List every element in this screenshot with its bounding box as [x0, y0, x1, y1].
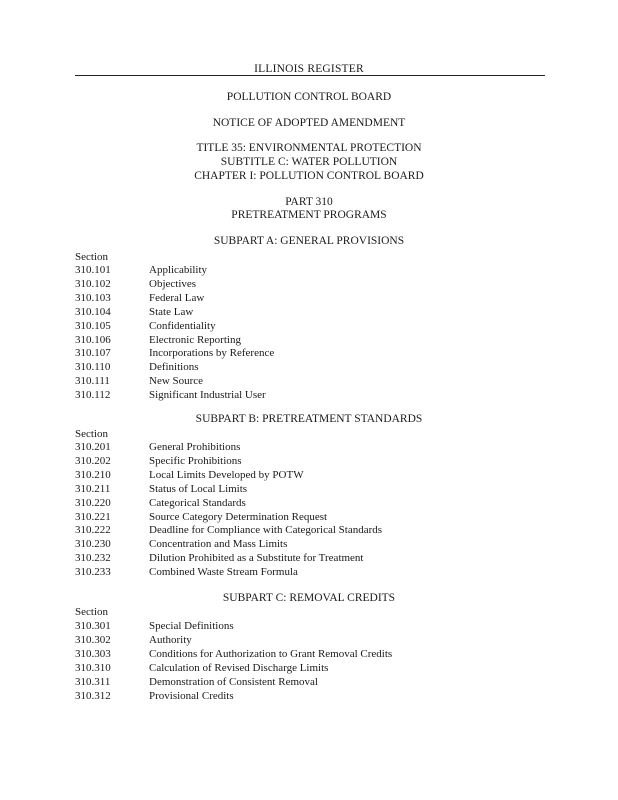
section-number: 310.232 [75, 552, 111, 565]
section-number: 310.301 [75, 620, 111, 632]
section-title: Incorporations by Reference [149, 347, 275, 360]
notice-title: NOTICE OF ADOPTED AMENDMENT [212, 117, 406, 129]
section-number: 310.111 [75, 375, 110, 388]
section-number: 310.310 [75, 661, 111, 674]
section-number: 310.102 [75, 277, 111, 290]
section-number: 310.220 [75, 496, 111, 509]
section-title: Concentration and Mass Limits [149, 538, 288, 551]
subpart-heading: SUBPART C: REMOVAL CREDITS [222, 592, 396, 604]
section-number: 310.210 [75, 468, 111, 481]
subtitle-line: SUBTITLE C: WATER POLLUTION [220, 156, 398, 168]
board-name: POLLUTION CONTROL BOARD [226, 91, 392, 103]
section-title: State Law [149, 305, 194, 318]
section-title: Definitions [149, 361, 199, 374]
section-title: Dilution Prohibited as a Substitute for Treatment [149, 552, 364, 565]
section-column-label: Section [75, 428, 108, 440]
section-title: New Source [149, 375, 204, 388]
section-title: Objectives [149, 277, 197, 290]
subpart-heading: SUBPART A: GENERAL PROVISIONS [213, 235, 405, 247]
section-number: 310.104 [75, 305, 111, 318]
section-number: 310.312 [75, 689, 111, 702]
chapter-line: CHAPTER I: POLLUTION CONTROL BOARD [194, 170, 424, 182]
section-number: 310.106 [75, 333, 111, 346]
part-name: PRETREATMENT PROGRAMS [231, 209, 387, 221]
part-number: PART 310 [285, 196, 333, 208]
section-number: 310.101 [75, 264, 111, 276]
section-title: Source Category Determination Request [149, 510, 328, 523]
header-rule [75, 75, 545, 76]
section-number: 310.211 [75, 482, 111, 495]
section-title: Significant Industrial User [149, 389, 266, 402]
title-line: TITLE 35: ENVIRONMENTAL PROTECTION [196, 142, 422, 154]
section-title: Calculation of Revised Discharge Limits [149, 661, 329, 674]
section-number: 310.233 [75, 566, 111, 579]
section-number: 310.107 [75, 347, 111, 360]
section-number: 310.222 [75, 524, 111, 537]
section-title: Special Definitions [149, 620, 234, 632]
section-number: 310.221 [75, 510, 111, 523]
section-title: Confidentiality [149, 319, 216, 332]
section-number: 310.302 [75, 633, 111, 646]
subpart-heading: SUBPART B: PRETREATMENT STANDARDS [195, 413, 423, 425]
section-number: 310.303 [75, 647, 111, 660]
section-title: Provisional Credits [149, 689, 234, 702]
section-number: 310.105 [75, 319, 111, 332]
section-title: Electronic Reporting [149, 333, 241, 346]
section-title: Specific Prohibitions [149, 454, 242, 467]
section-title: Federal Law [149, 291, 205, 304]
section-number: 310.230 [75, 538, 111, 551]
section-title: Deadline for Compliance with Categorical Standards [149, 524, 383, 537]
section-number: 310.110 [75, 361, 111, 374]
section-title: Categorical Standards [149, 496, 246, 509]
section-number: 310.112 [75, 389, 111, 402]
section-number: 310.103 [75, 291, 111, 304]
section-title: Status of Local Limits [149, 482, 248, 495]
section-column-label: Section [75, 606, 108, 618]
section-number: 310.311 [75, 675, 111, 688]
section-title: Demonstration of Consistent Removal [149, 675, 318, 688]
section-title: Combined Waste Stream Formula [149, 566, 298, 579]
section-column-label: Section [75, 251, 108, 263]
section-number: 310.202 [75, 454, 111, 467]
section-title: Authority [149, 633, 192, 646]
register-header: ILLINOIS REGISTER [254, 63, 364, 75]
section-title: General Prohibitions [149, 441, 241, 453]
section-title: Local Limits Developed by POTW [149, 468, 304, 481]
section-title: Conditions for Authorization to Grant Removal Credits [149, 647, 393, 660]
section-title: Applicability [149, 264, 208, 276]
section-number: 310.201 [75, 441, 111, 453]
